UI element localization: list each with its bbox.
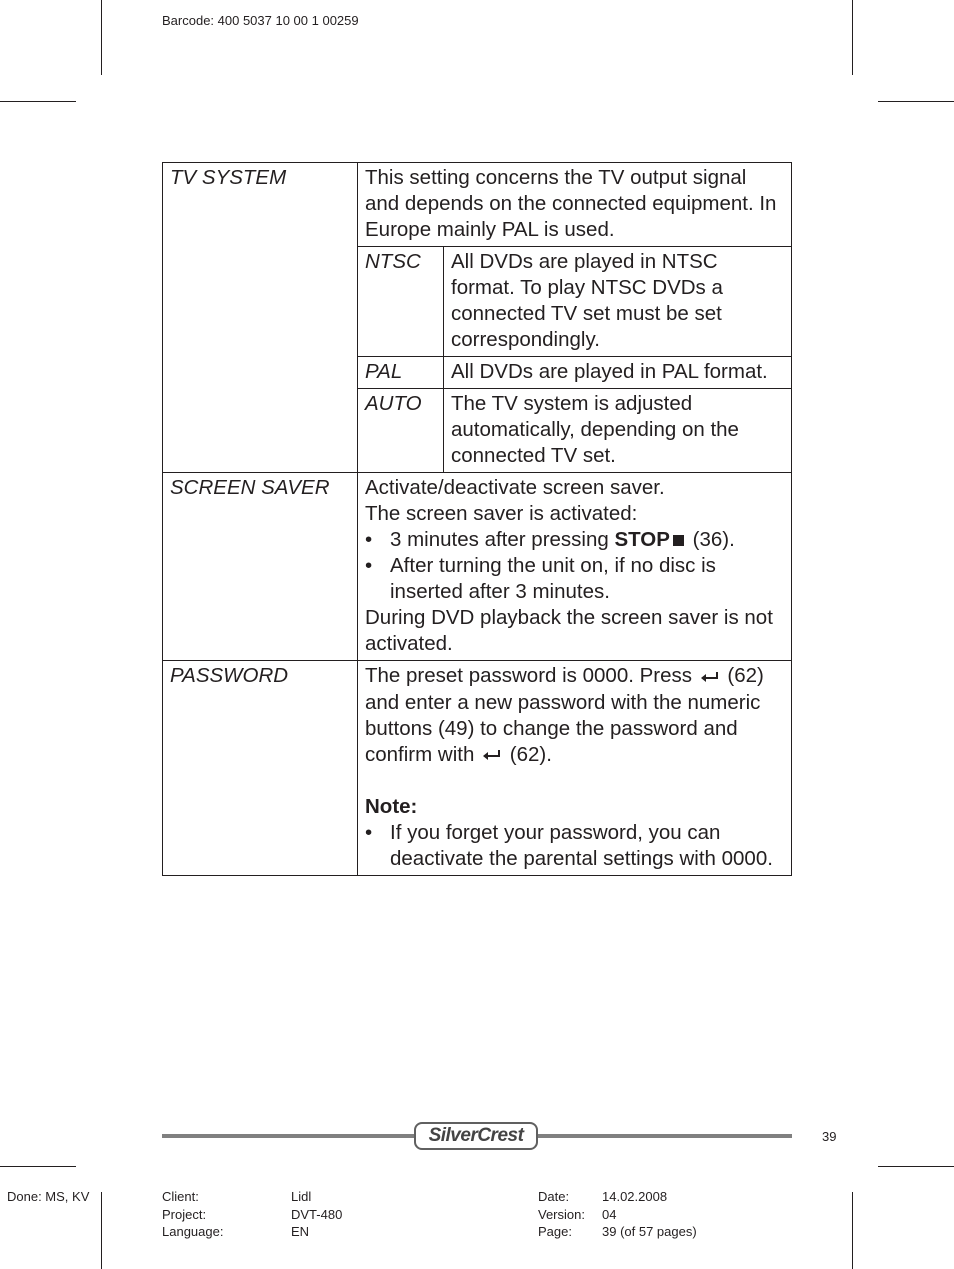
bullet-text: After turning the unit on, if no disc is inserted after 3 minutes. (390, 554, 716, 603)
footer-version-label: Version: (538, 1207, 585, 1222)
bullet-text: If you forget your password, you can deactivate the parental settings with 0000. (390, 821, 773, 871)
bullet: • (365, 528, 373, 551)
table-row (163, 473, 792, 661)
bullet: • (365, 821, 373, 845)
bullet-list (365, 527, 784, 605)
footer-language-label: Language: (162, 1224, 224, 1239)
list-item (365, 820, 784, 872)
crop-mark (878, 1166, 954, 1167)
crop-mark (0, 101, 76, 102)
footer-rule-right (536, 1134, 792, 1138)
footer-project-label: Project: (162, 1207, 207, 1222)
setting-description (358, 661, 792, 876)
screen-saver-line: Activate/deactivate screen saver. (365, 476, 665, 499)
stop-key-label: STOP (614, 528, 670, 551)
settings-table (162, 162, 792, 876)
silvercrest-logo: SilverCrest (414, 1122, 538, 1150)
footer-done: Done: MS, KV (7, 1189, 90, 1204)
option-name-ntsc: NTSC (358, 247, 444, 357)
password-text (365, 663, 784, 768)
list-item (365, 527, 784, 553)
bullet-text: 3 minutes after pressing (390, 528, 615, 551)
footer-date: 14.02.2008 (602, 1189, 668, 1204)
footer-client-label: Client: (162, 1189, 199, 1204)
crop-mark (878, 101, 954, 102)
crop-mark (101, 1192, 102, 1269)
crop-mark (0, 1166, 76, 1167)
footer-date-label: Date: (538, 1189, 570, 1204)
crop-mark (852, 0, 853, 75)
password-text-part: (62) and enter a new password with the numeric buttons (49) to change the password and confirm with (365, 664, 764, 766)
password-text-part: (62). (504, 742, 552, 766)
screen-saver-line: During DVD playback the screen saver is not activated. (365, 606, 773, 655)
page-number: 39 (822, 1129, 837, 1144)
option-row (358, 247, 791, 357)
spacer (365, 768, 784, 794)
setting-description (358, 473, 792, 661)
setting-label-screen-saver: SCREEN SAVER (163, 473, 358, 661)
setting-label-tv-system: TV SYSTEM (163, 163, 358, 473)
footer-page-label: Page: (538, 1224, 572, 1239)
enter-icon (482, 742, 502, 768)
setting-label-password: PASSWORD (163, 661, 358, 876)
tv-system-options (358, 246, 791, 472)
footer-language: EN (291, 1224, 310, 1239)
tv-system-description: This setting concerns the TV output signal and depends on the connected equipment. In Europe mainly PAL is used. (365, 166, 777, 241)
option-row (358, 357, 791, 389)
footer-version: 04 (602, 1207, 617, 1222)
footer-rule-left (162, 1134, 416, 1138)
option-text: All DVDs are played in NTSC format. To play NTSC DVDs a connected TV set must be set correspondingly. (444, 247, 792, 357)
table-row (163, 163, 792, 473)
option-text: All DVDs are played in PAL format. (444, 357, 792, 389)
stop-icon (673, 535, 684, 546)
bullet-list (365, 820, 784, 872)
option-row (358, 389, 791, 473)
password-text-part: The preset password is 0000. Press (365, 664, 698, 687)
option-text: The TV system is adjusted automatically, depending on the connected TV set. (444, 389, 792, 473)
crop-mark (101, 0, 102, 75)
barcode-text: Barcode: 400 5037 10 00 1 00259 (162, 13, 359, 28)
footer-page: 39 (of 57 pages) (602, 1224, 697, 1239)
bullet: • (365, 554, 373, 577)
list-item (365, 553, 784, 605)
screen-saver-line: The screen saver is activated: (365, 502, 638, 525)
footer-client: Lidl (291, 1189, 312, 1204)
table-row (163, 661, 792, 876)
footer-project: DVT-480 (291, 1207, 343, 1222)
note-title: Note: (365, 795, 418, 819)
option-name-auto: AUTO (358, 389, 444, 473)
bullet-text: (36). (686, 528, 735, 551)
crop-mark (852, 1192, 853, 1269)
option-name-pal: PAL (358, 357, 444, 389)
setting-description (358, 163, 792, 473)
enter-icon (700, 664, 720, 690)
